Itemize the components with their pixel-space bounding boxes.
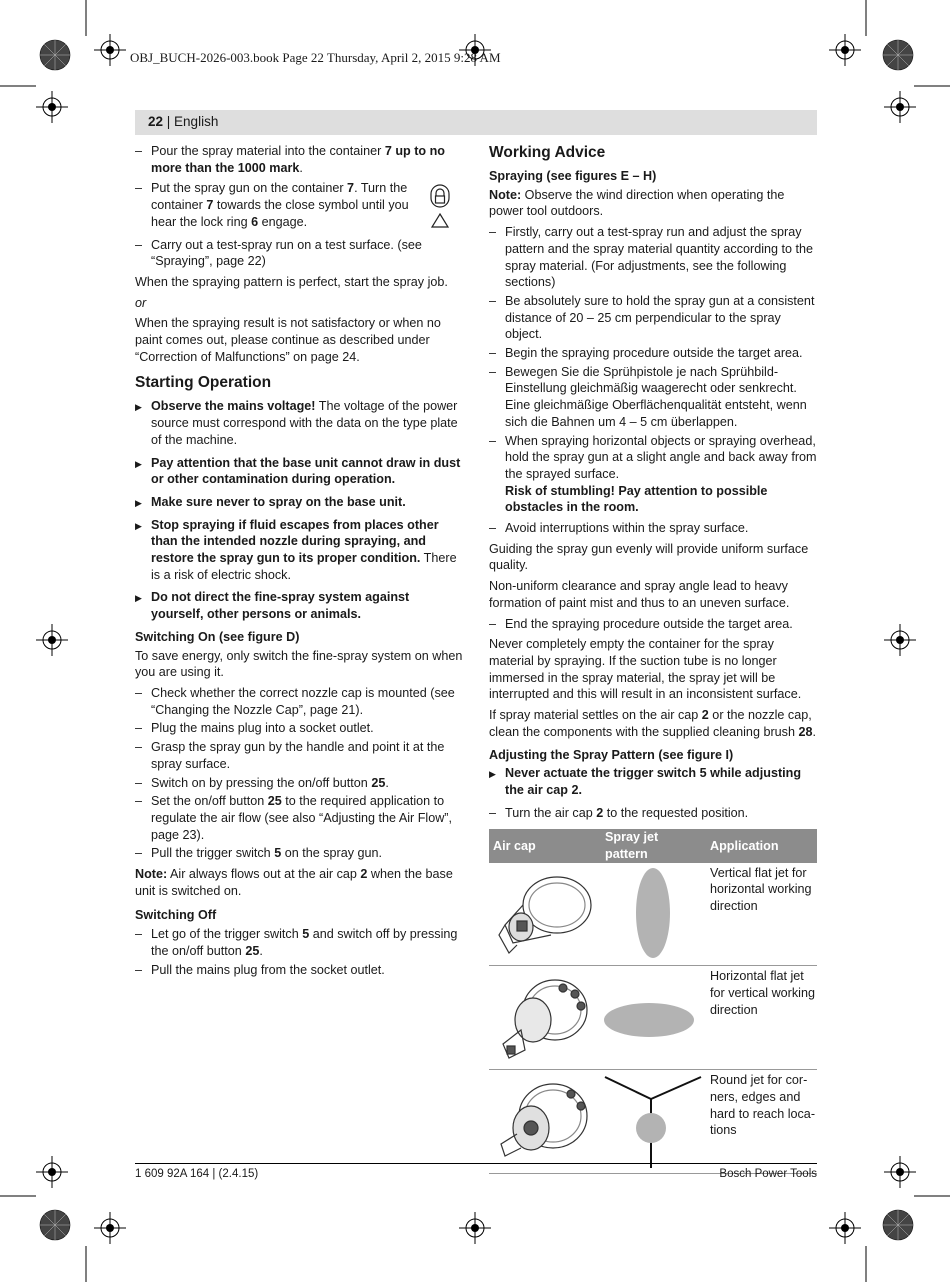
air-cap-cell	[489, 863, 601, 966]
subsection-heading: Switching Off	[135, 908, 217, 923]
paragraph: To save energy, only switch the fine-spray system on when you are using it.	[135, 648, 463, 680]
paragraph: Never completely empty the container for the spray material by spraying. If the suction tube is no longer immersed in the spray material, the spray jet will be interrupted and this will result in an inconsistent surface.	[489, 637, 802, 702]
application-cell: Vertical flat jet for horizontal working direction	[706, 863, 817, 966]
paragraph: Guiding the spray gun evenly will provide uniform surface quality.	[489, 541, 809, 573]
air-cap-icon	[491, 1072, 599, 1168]
warning-item: ▶ Do not direct the fine-spray system against yourself, other persons or animals.	[135, 589, 465, 622]
air-cap-cell	[489, 966, 601, 1070]
list-item: – Grasp the spray gun by the handle and point it at the spray surface.	[135, 739, 465, 772]
table-header-row	[489, 829, 817, 862]
air-cap-icon	[491, 968, 599, 1064]
table-row	[489, 966, 817, 1070]
column-header: Application	[706, 829, 817, 862]
table-row	[489, 863, 817, 966]
list-item: – Carry out a test-spray run on a test surface. (see “Spraying”, page 22)	[135, 237, 465, 270]
spray-pattern-table	[489, 829, 817, 1174]
round-corner-pattern	[603, 1072, 703, 1168]
left-column	[135, 143, 465, 980]
header-separator: |	[163, 114, 175, 129]
section-heading: Working Advice	[489, 144, 606, 161]
column-header: Spray jet pattern	[601, 829, 706, 862]
paragraph: When the spraying result is not satisfactory or when no paint comes out, please continue as described under “Correction of Malfunctions” on page 24.	[135, 316, 441, 364]
section-heading: Starting Operation	[135, 374, 272, 392]
footer-brand: Bosch Power Tools	[719, 1168, 817, 1180]
air-cap-icon	[491, 865, 599, 961]
list-item: – When spraying horizontal objects or spraying overhead, hold the spray gun at a slight angle and back away from the sprayed surface. Risk of stumbling! Pay attention to possible obstacles in the room.	[489, 433, 819, 517]
list-item: – Switch on by pressing the on/off button 25.	[135, 775, 465, 792]
subsection-heading: Spraying (see figures E – H)	[489, 169, 657, 183]
list-item: – Turn the air cap 2 to the requested position.	[489, 805, 819, 822]
paragraph: Non-uniform clearance and spray angle lead to heavy formation of paint mist and thus to an uneven surface.	[489, 579, 790, 610]
air-cap-cell	[489, 1070, 601, 1174]
header-language: English	[174, 114, 219, 129]
list-item: – Pull the trigger switch 5 on the spray gun.	[135, 845, 465, 862]
application-cell: Horizontal flat jet for vertical working direction	[706, 966, 817, 1070]
list-item: – Firstly, carry out a test-spray run and adjust the spray pattern and the spray material quantity according to the spray material. (For adjustments, see the following sections)	[489, 224, 819, 291]
note-paragraph: Note: Observe the wind direction when operating the power tool outdoors.	[489, 187, 785, 219]
file-info-line: OBJ_BUCH-2026-003.book Page 22 Thursday, April 2, 2015 9:28 AM	[130, 50, 501, 65]
page-header	[135, 110, 817, 135]
paragraph: When the spraying pattern is perfect, start the spray job.	[135, 274, 448, 289]
note-paragraph: Note: Air always flows out at the air cap 2 when the base unit is switched on.	[135, 867, 453, 898]
warning-item: ▶ Stop spraying if fluid escapes from places other than the intended nozzle during spraying, and restore the spray gun to its proper condition. There is a risk of electric shock.	[135, 517, 465, 584]
column-header: Air cap	[489, 829, 601, 862]
list-item: – Put the spray gun on the container 7. Turn the container 7 towards the close symbol until you hear the lock ring 6 engage.	[135, 180, 465, 230]
lock-symbol-icon	[429, 183, 451, 229]
table-row	[489, 1070, 817, 1174]
list-item: – Bewegen Sie die Sprühpistole je nach Sprühbild-Einstellung gleichmäßig waagerecht oder senkrecht. Eine gleichmäßige Oberflächenqualität entsteht, wenn sich die Bahnen um 4 – 5 cm überlappen.	[489, 364, 819, 431]
page-number: 22	[148, 114, 164, 129]
list-item: – Pull the mains plug from the socket outlet.	[135, 962, 465, 979]
vertical-ellipse-pattern	[603, 865, 703, 961]
warning-item: ▶ Never actuate the trigger switch 5 while adjusting the air cap 2.	[489, 765, 819, 798]
pattern-cell	[601, 1070, 706, 1174]
warning-item: ▶ Make sure never to spray on the base unit.	[135, 494, 465, 511]
warning-item: ▶ Observe the mains voltage! The voltage of the power source must correspond with the data on the type plate of the machine.	[135, 398, 465, 448]
subsection-heading: Adjusting the Spray Pattern (see figure I)	[489, 747, 734, 762]
list-item: – Avoid interruptions within the spray surface.	[489, 520, 819, 537]
application-cell: Round jet for corners, edges and hard to reach locations	[706, 1070, 817, 1174]
right-column	[489, 143, 819, 1174]
pattern-cell	[601, 863, 706, 966]
list-item: – Plug the mains plug into a socket outlet.	[135, 720, 465, 737]
paragraph-or: or	[135, 295, 147, 310]
horizontal-ellipse-pattern	[603, 968, 703, 1064]
list-item: – Let go of the trigger switch 5 and switch off by pressing the on/off button 25.	[135, 926, 465, 959]
list-item: – Set the on/off button 25 to the required application to regulate the air flow (see also “Adjusting the Air Flow”, page 23).	[135, 793, 465, 843]
list-item: – Check whether the correct nozzle cap is mounted (see “Changing the Nozzle Cap”, page 21).	[135, 685, 465, 718]
subsection-heading: Switching On (see figure D)	[135, 629, 300, 644]
page-footer	[135, 1163, 817, 1180]
pattern-cell	[601, 966, 706, 1070]
paragraph: If spray material settles on the air cap 2 or the nozzle cap, clean the components with the supplied cleaning brush 28.	[489, 708, 816, 739]
footer-document-id: 1 609 92A 164 | (2.4.15)	[135, 1168, 259, 1180]
list-item: – Begin the spraying procedure outside the target area.	[489, 345, 819, 362]
list-item: – Be absolutely sure to hold the spray gun at a consistent distance of 20 – 25 cm perpendicular to the spray object.	[489, 293, 819, 343]
list-item: – End the spraying procedure outside the target area.	[489, 616, 819, 633]
list-item: – Pour the spray material into the container 7 up to no more than the 1000 mark.	[135, 143, 465, 176]
warning-item: ▶ Pay attention that the base unit cannot draw in dust or other contamination during operation.	[135, 455, 465, 488]
